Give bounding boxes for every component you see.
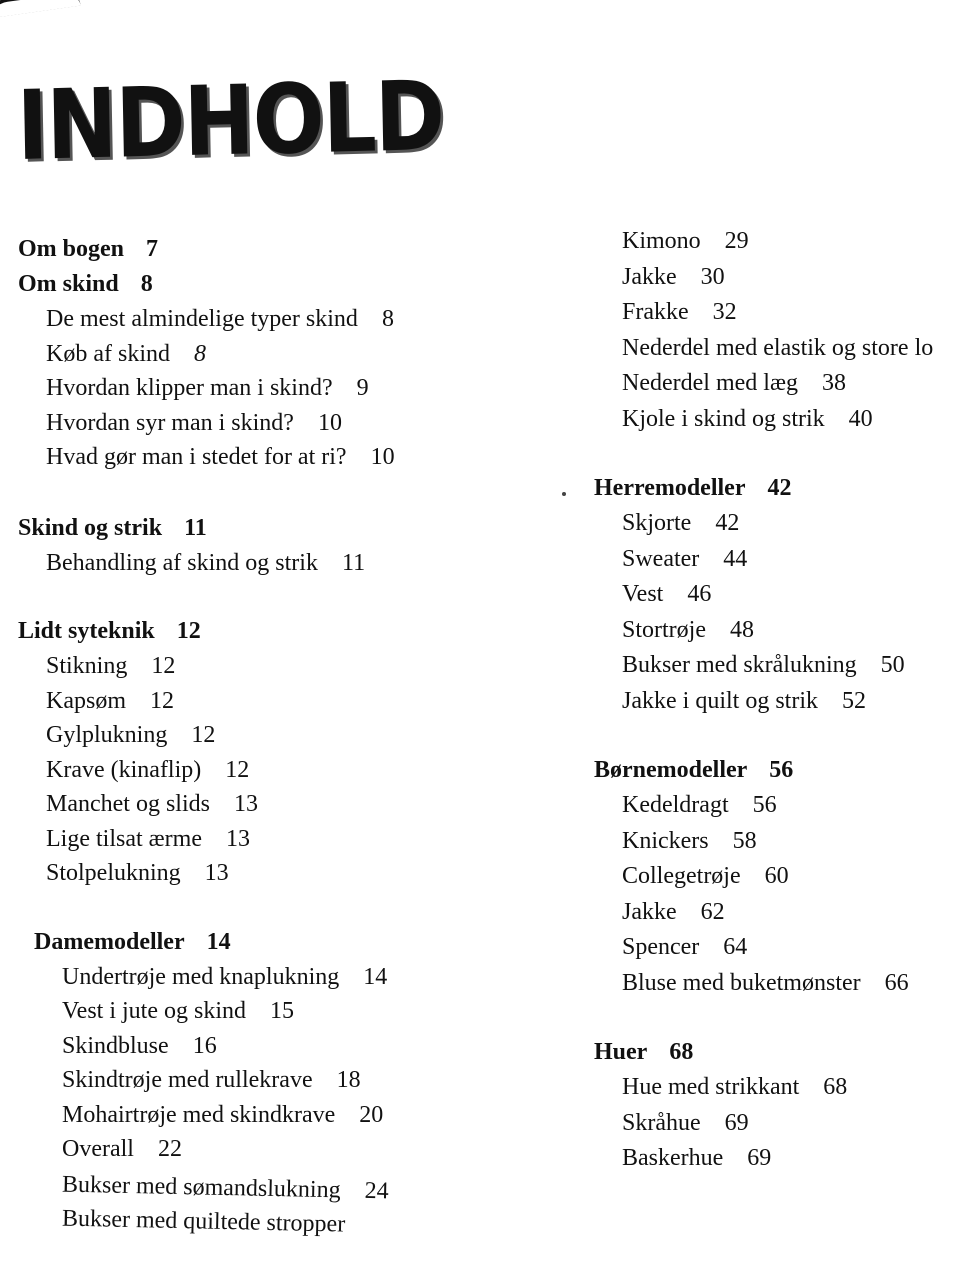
toc-entry[interactable]: [18, 440, 538, 475]
toc-entry-page: 29: [724, 228, 749, 254]
toc-entry[interactable]: [18, 753, 538, 788]
toc-section-om-skind: [18, 267, 538, 475]
toc-heading-page: 12: [176, 618, 201, 644]
toc-entry[interactable]: [594, 542, 960, 578]
toc-entry[interactable]: [34, 1063, 538, 1098]
toc-section-damemodeller: [18, 925, 538, 1236]
toc-entry-label: Hvad gør man i stedet for at ri?: [46, 444, 347, 470]
toc-entry-page: 40: [848, 405, 873, 432]
toc-section-skind-og-strik: [18, 511, 538, 581]
toc-entry-page: 15: [270, 998, 294, 1024]
toc-entry-label: Bukser med quiltede stropper: [61, 1205, 346, 1238]
toc-entry-page: [369, 1212, 370, 1238]
toc-heading-page: 11: [184, 514, 207, 541]
toc-entry-label: Skråhue: [622, 1109, 701, 1136]
toc-entry-label: Kjole i skind og strik: [622, 405, 825, 432]
toc-entry-page: 10: [370, 444, 395, 470]
toc-entry[interactable]: [594, 1070, 960, 1106]
toc-entry-label: Krave (kinaflip): [46, 756, 202, 783]
toc-heading[interactable]: [594, 753, 960, 788]
toc-entry-page: 13: [225, 825, 250, 852]
toc-entry-page: 16: [192, 1032, 217, 1059]
toc-entry-label: Frakke: [622, 299, 689, 325]
toc-entry-page: 14: [363, 963, 388, 990]
toc-heading[interactable]: [18, 511, 538, 546]
toc-entry[interactable]: [18, 718, 538, 753]
toc-entry-label: Bukser med sømandslukning: [61, 1171, 341, 1203]
toc-entry-label: Jakke i quilt og strik: [622, 687, 818, 714]
toc-entry-label: De mest almindelige typer skind: [46, 306, 358, 332]
toc-entry-label: Collegetrøje: [622, 863, 741, 889]
toc-entry[interactable]: [18, 649, 538, 684]
toc-entry[interactable]: [18, 822, 538, 857]
toc-entry-page: 13: [204, 860, 229, 886]
toc-entry[interactable]: [594, 684, 960, 720]
toc-entry-page: 12: [150, 687, 174, 714]
toc-entry-page: 66: [884, 969, 909, 996]
toc-entry[interactable]: [594, 224, 960, 260]
toc-entry-label: Vest: [622, 581, 664, 607]
toc-entry-label: Mohairtrøje med skindkrave: [62, 1101, 336, 1128]
toc-entry[interactable]: [594, 1106, 960, 1142]
toc-entry-page: 12: [191, 722, 216, 748]
toc-entry-page: 18: [336, 1067, 361, 1093]
toc-entry[interactable]: [594, 402, 960, 438]
toc-entry-label: Overall: [62, 1136, 134, 1162]
toc-entry-page: 10: [317, 409, 342, 436]
toc-entry[interactable]: [594, 859, 960, 895]
toc-entry-label: Bluse med buketmønster: [622, 969, 861, 996]
toc-entry[interactable]: [18, 546, 538, 581]
toc-entry-label: Køb af skind: [46, 340, 170, 367]
toc-right-column: [594, 224, 960, 1177]
toc-entry[interactable]: [18, 302, 538, 337]
toc-entry-label: Stikning: [46, 653, 128, 679]
page-title: INDHOLD: [15, 59, 445, 182]
toc-entry-label: Spencer: [622, 934, 700, 960]
toc-entry[interactable]: [18, 371, 538, 406]
toc-heading-page: 14: [206, 928, 231, 955]
toc-section-lidt-syteknik: [18, 614, 538, 891]
toc-entry-page: 8: [381, 306, 394, 332]
toc-entry[interactable]: [18, 787, 538, 822]
toc-entry[interactable]: [594, 366, 960, 402]
toc-entry-page: 30: [700, 263, 725, 290]
toc-entry[interactable]: [34, 960, 538, 995]
toc-heading-page: 8: [140, 271, 153, 297]
toc-entry-label: Kapsøm: [46, 687, 126, 714]
toc-heading[interactable]: [594, 471, 960, 506]
toc-entry-label: Undertrøje med knaplukning: [62, 963, 340, 990]
toc-entry-label: Behandling af skind og strik: [46, 549, 318, 576]
toc-heading[interactable]: [18, 267, 538, 302]
toc-entry-page: 8: [193, 340, 206, 367]
toc-entry-label: Kimono: [622, 228, 701, 254]
toc-entry-page: 69: [724, 1109, 749, 1136]
toc-entry-page: 58: [732, 827, 757, 854]
toc-entry[interactable]: [594, 295, 960, 331]
toc-left-column: [18, 232, 538, 1236]
toc-entry-label: Bukser med skrålukning: [622, 652, 857, 678]
toc-entry[interactable]: [18, 406, 538, 441]
toc-entry[interactable]: [18, 684, 538, 719]
toc-entry[interactable]: [594, 895, 960, 931]
toc-entry[interactable]: [34, 1132, 538, 1167]
toc-heading-label: Damemodeller: [34, 928, 185, 955]
toc-entry-page: 46: [687, 581, 712, 607]
toc-section-bornemodeller: [594, 753, 960, 1001]
toc-entry-page: 44: [723, 545, 748, 572]
toc-heading[interactable]: [34, 925, 538, 960]
toc-entry-page: 9: [356, 375, 369, 401]
toc-entry-page: 56: [752, 792, 777, 818]
toc-section-huer: [594, 1035, 960, 1177]
toc-entry-page: 22: [157, 1136, 182, 1162]
toc-entry-page: 69: [747, 1145, 772, 1171]
toc-entry[interactable]: [594, 1141, 960, 1177]
toc-heading-label: Huer: [594, 1039, 648, 1065]
toc-entry-label: Lige tilsat ærme: [46, 825, 202, 852]
toc-entry-label: Gylplukning: [46, 722, 168, 748]
toc-entry-label: Hvordan syr man i skind?: [46, 409, 294, 436]
toc-entry[interactable]: [34, 1098, 538, 1133]
toc-entry[interactable]: [18, 856, 538, 891]
toc-entry-page: 50: [880, 652, 905, 678]
toc-heading-page: 56: [769, 757, 794, 783]
toc-entry-label: Baskerhue: [622, 1145, 724, 1171]
toc-entry[interactable]: [34, 1029, 538, 1064]
toc-entry-label: Jakke: [622, 263, 677, 290]
toc-entry-label: Manchet og slids: [46, 791, 210, 817]
toc-entry-page: 12: [151, 653, 176, 679]
toc-entry[interactable]: [594, 966, 960, 1002]
toc-entry-page: 68: [823, 1074, 848, 1100]
toc-entry[interactable]: [34, 994, 538, 1029]
toc-heading-label: Om bogen: [18, 236, 125, 262]
toc-entry-page: 24: [364, 1177, 389, 1204]
toc-section-om-bogen: [18, 232, 538, 267]
toc-entry-page: 60: [764, 863, 789, 889]
toc-entry-label: Nederdel med elastik og store lo: [622, 334, 934, 361]
toc-entry-label: Knickers: [622, 827, 709, 854]
toc-heading-label: Skind og strik: [18, 514, 163, 541]
toc-entry-label: Skindbluse: [62, 1032, 169, 1059]
toc-heading[interactable]: [18, 614, 538, 649]
toc-entry-label: Kedeldragt: [622, 792, 729, 818]
toc-heading-label: Lidt syteknik: [18, 618, 155, 644]
toc-entry-page: 42: [715, 510, 740, 536]
toc-heading[interactable]: [18, 232, 538, 267]
toc-entry[interactable]: [594, 930, 960, 966]
toc-entry-label: Skjorte: [622, 510, 692, 536]
toc-heading-page: 42: [767, 475, 792, 501]
toc-entry[interactable]: [594, 824, 960, 860]
toc-entry-label: Vest i jute og skind: [62, 998, 246, 1024]
toc-heading-label: Børnemodeller: [594, 757, 748, 783]
toc-entry[interactable]: [18, 337, 538, 372]
toc-entry[interactable]: [594, 331, 960, 367]
toc-heading-page: 68: [669, 1039, 694, 1065]
toc-entry-page: 48: [730, 616, 754, 643]
toc-heading-page: 7: [146, 236, 159, 262]
toc-entry-page: 13: [233, 791, 258, 817]
toc-entry-page: 62: [700, 898, 725, 925]
toc-entry-label: Stolpelukning: [46, 860, 181, 886]
toc-entry-page: 12: [225, 756, 250, 783]
toc-entry[interactable]: [594, 577, 960, 613]
toc-entry-label: Skindtrøje med rullekrave: [62, 1067, 313, 1093]
toc-entry-label: Jakke: [622, 898, 677, 925]
toc-entry[interactable]: [594, 613, 960, 649]
toc-entry[interactable]: [594, 260, 960, 296]
toc-entry-label: Stortrøje: [622, 616, 706, 643]
toc-entry-label: Sweater: [622, 545, 700, 572]
toc-heading[interactable]: [594, 1035, 960, 1070]
toc-entry[interactable]: [594, 648, 960, 684]
corner-decoration: [0, 0, 81, 18]
toc-entry-page: 11: [341, 549, 366, 576]
toc-entry-page: 32: [712, 299, 737, 325]
toc-entry-label: Hue med strikkant: [622, 1074, 800, 1100]
toc-entry-page: 52: [841, 687, 866, 714]
stray-dot: [562, 492, 566, 496]
toc-heading-label: Om skind: [18, 271, 119, 297]
toc-entry-page: 64: [723, 934, 748, 960]
toc-heading-label: Herremodeller: [594, 475, 746, 501]
toc-entry[interactable]: [594, 506, 960, 542]
toc-section-herremodeller: [594, 471, 960, 719]
toc-entry[interactable]: [594, 788, 960, 824]
toc-entry-page: 38: [821, 370, 846, 396]
toc-section-damemodeller-continued: [594, 224, 960, 437]
toc-entry-page: 20: [359, 1101, 384, 1128]
toc-entry-label: Hvordan klipper man i skind?: [46, 375, 333, 401]
toc-entry-label: Nederdel med læg: [622, 370, 798, 396]
